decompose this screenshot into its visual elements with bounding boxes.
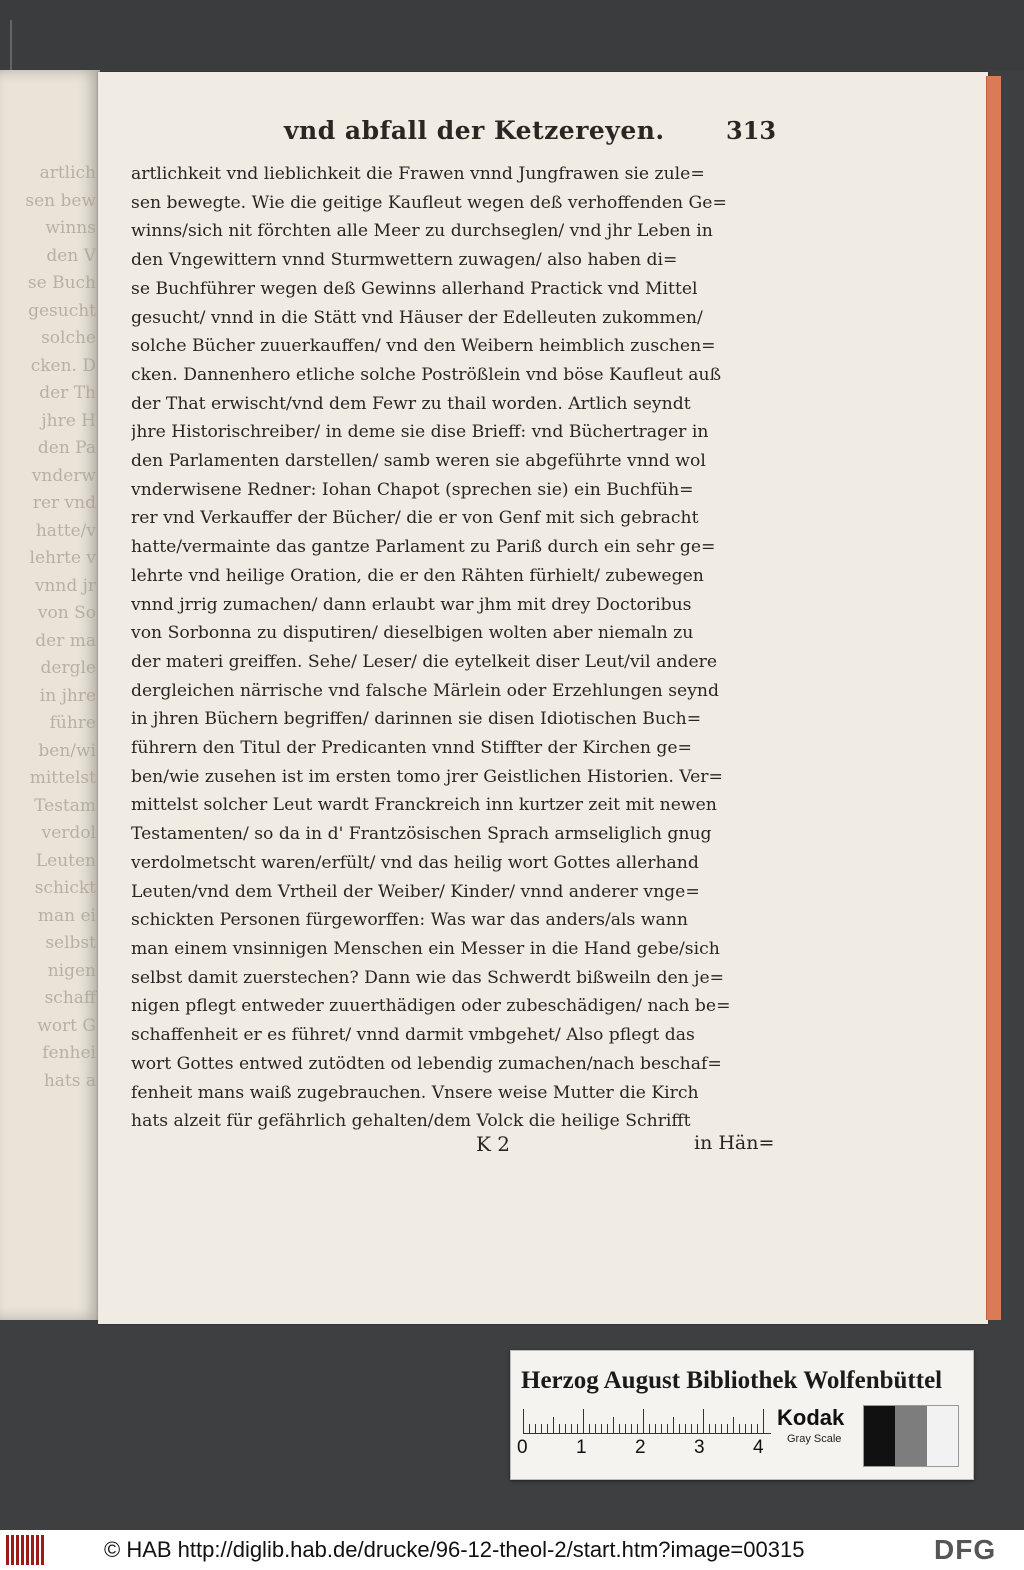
ghost-line: der ma	[35, 630, 96, 651]
ruler-tick	[535, 1424, 536, 1433]
scale-number: 4	[753, 1437, 764, 1458]
ruler-tick	[565, 1424, 566, 1433]
dfg-logo: DFG	[934, 1534, 997, 1565]
ghost-line: Leuten	[35, 850, 96, 871]
text-line: von Sorbonna zu disputiren/ dieselbigen wolten aber niemaln zu	[131, 623, 694, 644]
ruler-tick	[583, 1409, 584, 1433]
ghost-line: nigen	[47, 960, 96, 981]
text-line: rer vnd Verkauffer der Bücher/ die er von Genf mit sich gebracht	[131, 508, 699, 529]
running-head: vnd abfall der Ketzereyen.	[284, 116, 665, 145]
scale-number: 0	[517, 1437, 528, 1458]
ruler-tick	[607, 1424, 608, 1433]
footer-bar	[0, 1530, 1024, 1570]
ghost-line: der Th	[39, 383, 96, 403]
kodak-logo: Kodak	[777, 1405, 845, 1430]
ghost-line: cken. D	[30, 355, 96, 376]
text-line: cken. Dannenhero etliche solche Poströßlein vnd böse Kaufleut auß	[131, 364, 722, 385]
text-line: Leuten/vnd dem Vrtheil der Weiber/ Kinder/ vnnd anderer vnge=	[131, 881, 700, 902]
text-line: sen bewegte. Wie die geitige Kaufleut wegen deß verhoffenden Ge=	[131, 192, 727, 213]
ghost-line: Testam	[34, 795, 96, 816]
signature-mark: K 2	[476, 1132, 511, 1156]
ruler-tick	[727, 1424, 728, 1433]
text-line: den Vngewittern vnnd Sturmwettern zuwagen/ also haben di=	[131, 250, 678, 271]
ghost-line: dergle	[40, 658, 96, 678]
ruler-tick	[655, 1424, 656, 1433]
text-line: ben/wie zusehen ist im ersten tomo jrer Geistlichen Historien. Ver=	[131, 766, 723, 787]
ghost-line: schickt	[34, 878, 96, 898]
text-line: vnderwisene Redner: Iohan Chapot (sprechen sie) ein Buchfüh=	[131, 479, 694, 500]
ghost-line: fenhei	[42, 1043, 96, 1063]
ghost-line: den Pa	[37, 438, 96, 458]
ruler-tick	[649, 1424, 650, 1433]
left-page-bleed-text	[0, 160, 96, 1095]
ghost-line: schaff	[44, 988, 96, 1008]
ruler-tick	[709, 1424, 710, 1433]
ghost-line: sen bew	[25, 190, 96, 211]
text-line: in jhren Büchern begriffen/ darinnen sie disen Idiotischen Buch=	[131, 709, 702, 730]
ruler-tick	[541, 1424, 542, 1433]
ruler-tick	[529, 1424, 530, 1433]
scale-number: 1	[576, 1437, 587, 1458]
text-line: fenheit mans waiß zugebrauchen. Vnsere weise Mutter die Kirch	[131, 1082, 699, 1103]
text-line: hatte/vermainte das gantze Parlament zu Pariß durch ein sehr ge=	[131, 537, 716, 558]
catchword: in Hän=	[694, 1132, 775, 1154]
text-line: lehrte vnd heilige Oration, die er den Rähten fürhielt/ zubewegen	[131, 565, 704, 586]
scale-number: 3	[694, 1437, 705, 1458]
scan-top-strip	[0, 0, 1024, 70]
ruler-tick	[637, 1424, 638, 1433]
ruler-tick	[571, 1424, 572, 1433]
ghost-line: jhre H	[41, 410, 96, 431]
ruler-tick	[559, 1424, 560, 1433]
ruler-tick	[547, 1424, 548, 1433]
ruler-tick	[613, 1417, 614, 1433]
ruler-tick	[715, 1424, 716, 1433]
ghost-line: selbst	[45, 933, 96, 953]
scan-mark	[10, 20, 30, 70]
text-line: mittelst solcher Leut wardt Franckreich inn kurtzer zeit mit newen	[131, 795, 717, 816]
ghost-line: se Buch	[27, 273, 96, 293]
gray-scale-label: Gray Scale	[787, 1433, 842, 1445]
ghost-line: lehrte v	[29, 548, 96, 568]
ghost-line: artlich	[39, 163, 96, 183]
ghost-line: man ei	[37, 905, 96, 926]
ruler-tick	[661, 1424, 662, 1433]
ghost-line: mittelst	[29, 768, 96, 788]
ruler-tick	[739, 1424, 740, 1433]
ruler-tick	[733, 1417, 734, 1433]
text-line: winns/sich nit förchten alle Meer zu durchseglen/ vnd jhr Leben in	[131, 221, 713, 242]
ruler-tick	[703, 1409, 704, 1433]
body-text	[131, 160, 781, 1136]
scale-numbers	[517, 1437, 777, 1461]
library-name: Herzog August Bibliothek Wolfenbüttel	[521, 1367, 943, 1394]
ruler-tick	[751, 1424, 752, 1433]
text-line: der That erwischt/vnd dem Fewr zu thail worden. Artlich seyndt	[131, 393, 691, 414]
text-line: schickten Personen fürgeworffen: Was war das anders/als wann	[131, 910, 688, 931]
ruler-tick	[631, 1424, 632, 1433]
color-reference-card	[510, 1350, 974, 1480]
ruler-tick	[697, 1424, 698, 1433]
page-edge	[986, 76, 1001, 1320]
text-line: artlichkeit vnd lieblichkeit die Frawen vnnd Jungfrawen sie zule=	[131, 164, 705, 184]
ghost-line: in jhre	[39, 685, 96, 706]
ghost-line: hats a	[43, 1070, 96, 1091]
text-line: nigen pflegt entweder zuuerthädigen oder zubeschädigen/ nach be=	[131, 996, 731, 1017]
ghost-line: den V	[46, 245, 96, 266]
ruler-tick	[619, 1424, 620, 1433]
ghost-line: vnnd jr	[34, 575, 96, 596]
ruler-tick	[757, 1424, 758, 1433]
left-page	[0, 70, 100, 1320]
text-line: solche Bücher zuuerkauffen/ vnd den Weibern heimblich zuschen=	[131, 336, 716, 357]
ruler-tick	[721, 1424, 722, 1433]
ruler-tick	[643, 1409, 644, 1433]
ghost-line: vnderw	[31, 465, 96, 486]
text-line: Testamenten/ so da in d' Frantzösischen Sprach armseliglich gnug	[131, 824, 712, 845]
text-line: man einem vnsinnigen Menschen ein Messer in die Hand gebe/sich	[131, 938, 720, 959]
hab-logo-icon	[6, 1535, 48, 1565]
text-line: hats alzeit für gefährlich gehalten/dem Volck die heilige Schrifft	[131, 1111, 691, 1132]
text-line: se Buchführer wegen deß Gewinns allerhand Practick vnd Mittel	[131, 278, 698, 299]
ghost-line: gesucht	[28, 300, 96, 321]
ruler-tick	[763, 1409, 764, 1433]
text-line: selbst damit zuerstechen? Dann wie das Schwerdt bißweiln den je=	[131, 967, 725, 988]
ghost-line: solche	[41, 328, 96, 348]
ghost-line: rer vnd	[32, 493, 96, 513]
ghost-line: ben/wi	[38, 740, 96, 761]
ruler-tick	[595, 1424, 596, 1433]
ghost-line: winns	[45, 218, 96, 238]
credit-link[interactable]: © HAB http://diglib.hab.de/drucke/96-12-theol-2/start.htm?image=00315	[104, 1537, 805, 1562]
text-line: den Parlamenten darstellen/ samb weren sie abgeführte vnnd wol	[131, 451, 706, 472]
ruler-tick	[691, 1424, 692, 1433]
ghost-line: von So	[37, 603, 96, 623]
text-line: schaffenheit er es führet/ vnnd darmit vmbgehet/ Also pflegt das	[131, 1025, 695, 1046]
gray-swatch	[864, 1406, 895, 1466]
gray-swatch	[895, 1406, 926, 1466]
ruler-tick	[577, 1424, 578, 1433]
ruler-tick	[667, 1424, 668, 1433]
ghost-line: hatte/v	[35, 520, 96, 541]
page-number: 313	[726, 116, 777, 145]
text-line: jhre Historischreiber/ in deme sie dise Brieff: vnd Büchertrager in	[131, 422, 709, 443]
text-line: vnnd jrrig zumachen/ dann erlaubt war jhm mit drey Doctoribus	[131, 594, 692, 615]
text-line: führern den Titul der Predicanten vnnd Stiffter der Kirchen ge=	[131, 738, 692, 759]
ghost-line: verdol	[41, 823, 96, 843]
text-line: dergleichen närrische vnd falsche Märlein oder Erzehlungen seynd	[131, 680, 719, 701]
ruler-tick	[523, 1409, 524, 1433]
ruler-tick	[553, 1417, 554, 1433]
ruler-tick	[679, 1424, 680, 1433]
ruler-tick	[625, 1424, 626, 1433]
text-line: der materi greiffen. Sehe/ Leser/ die eytelkeit diser Leut/vil andere	[131, 651, 718, 672]
ghost-line: wort G	[37, 1015, 96, 1036]
ruler-tick	[673, 1417, 674, 1433]
ghost-line: führe	[49, 713, 96, 733]
text-line: gesucht/ vnnd in die Stätt vnd Häuser der Edelleuten zukommen/	[131, 307, 703, 328]
scale-number: 2	[635, 1437, 646, 1458]
ruler-tick	[601, 1424, 602, 1433]
scale-ruler	[523, 1407, 771, 1434]
ruler-tick	[745, 1424, 746, 1433]
gray-swatches	[863, 1405, 959, 1467]
text-line: verdolmetscht waren/erfült/ vnd das heilig wort Gottes allerhand	[131, 852, 699, 873]
text-line: wort Gottes entwed zutödten od lebendig zumachen/nach beschaf=	[131, 1053, 722, 1074]
ruler-tick	[589, 1424, 590, 1433]
gray-swatch	[927, 1406, 958, 1466]
ruler-tick	[685, 1424, 686, 1433]
